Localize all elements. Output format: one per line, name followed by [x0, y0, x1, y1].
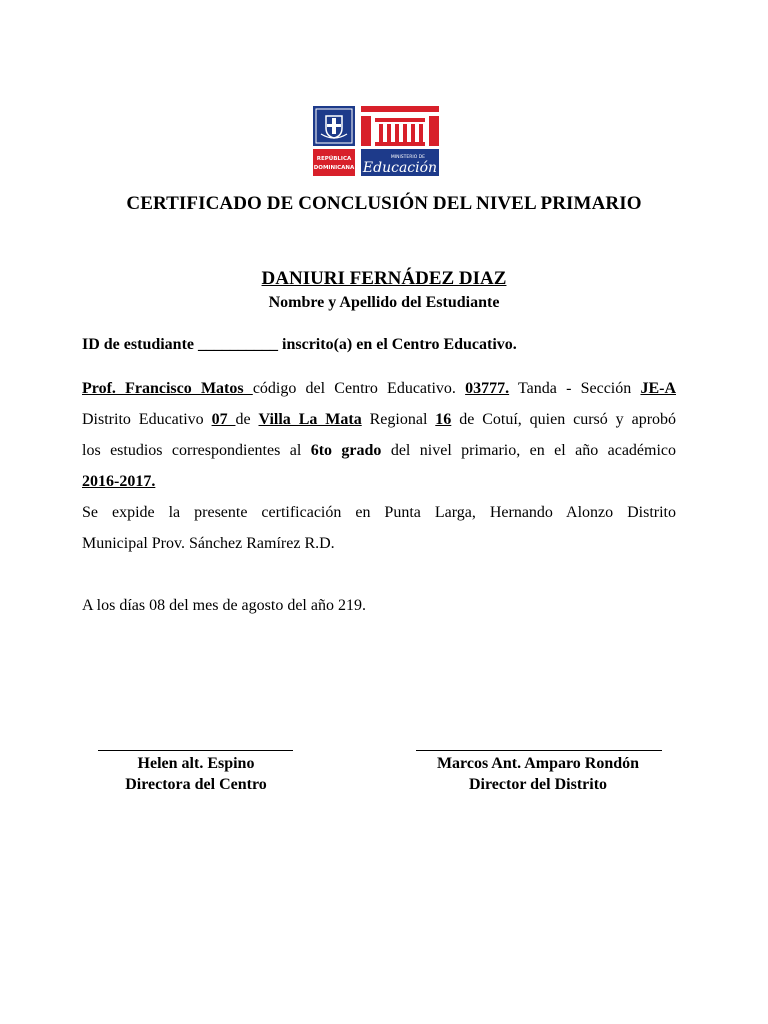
body-line-2	[82, 404, 676, 435]
id-blank: __________	[198, 336, 279, 353]
section-code: JE-A	[640, 380, 677, 397]
logo-ministerio-text: MINISTERIO DE	[390, 155, 425, 160]
body-line-3	[82, 435, 676, 466]
student-name-text: DANIURI FERNÁDEZ DIAZ	[261, 268, 507, 289]
ministry-logo	[313, 106, 441, 176]
signature-block-right	[410, 750, 666, 795]
body-line-6	[82, 528, 676, 559]
id-suffix: inscrito(a) en el Centro Educativo.	[282, 336, 517, 353]
ministry-logo-graphic	[313, 106, 441, 176]
body-line-1	[82, 373, 676, 404]
signature-line-right	[416, 750, 662, 751]
body-text-7: los estudios correspondientes al	[82, 442, 311, 459]
certificate-body	[82, 373, 676, 559]
body-line-4	[82, 466, 676, 497]
signature-line-left	[98, 750, 293, 751]
body-text-5: Regional	[361, 411, 436, 428]
body-text-10: Municipal Prov. Sánchez Ramírez R.D.	[82, 535, 335, 552]
body-text-9: Se expide la presente certificación en Punta Larga, Hernando Alonzo Distrito	[82, 504, 676, 521]
signer-role-right: Director del Distrito	[468, 776, 608, 793]
body-text-6: de Cotuí, quien cursó y aprobó	[451, 411, 677, 428]
center-name: Prof. Francisco Matos	[82, 380, 253, 397]
center-code: 03777.	[465, 380, 510, 397]
signer-name-left: Helen alt. Espino	[137, 755, 255, 772]
body-text-2: Tanda - Sección	[509, 380, 641, 397]
town-name: Villa La Mata	[258, 411, 362, 428]
signature-block-left	[96, 750, 296, 795]
body-text-3: Distrito Educativo	[82, 411, 212, 428]
logo-dominicana-text: DOMINICANA	[313, 165, 355, 171]
student-name	[0, 268, 768, 290]
id-label: ID de estudiante	[82, 336, 195, 353]
grade: 6to grado	[310, 442, 382, 459]
logo-educacion-text: Educación	[362, 160, 438, 176]
signer-name-right: Marcos Ant. Amparo Rondón	[436, 755, 640, 772]
body-text-4: de	[235, 411, 259, 428]
academic-year: 2016-2017.	[82, 473, 156, 490]
regional-number: 16	[435, 411, 452, 428]
body-text-1: código del Centro Educativo.	[252, 380, 466, 397]
issue-date: A los días 08 del mes de agosto del año 219.	[82, 597, 366, 614]
body-text-8: del nivel primario, en el año académico	[381, 442, 677, 459]
body-line-5	[82, 497, 676, 528]
certificate-title: CERTIFICADO DE CONCLUSIÓN DEL NIVEL PRIMARIO	[126, 193, 642, 214]
student-id-line	[82, 336, 517, 354]
student-name-caption: Nombre y Apellido del Estudiante	[268, 294, 500, 311]
logo-republica-text: REPÚBLICA	[316, 156, 352, 162]
district-number: 07	[211, 411, 236, 428]
signer-role-left: Directora del Centro	[125, 776, 267, 793]
